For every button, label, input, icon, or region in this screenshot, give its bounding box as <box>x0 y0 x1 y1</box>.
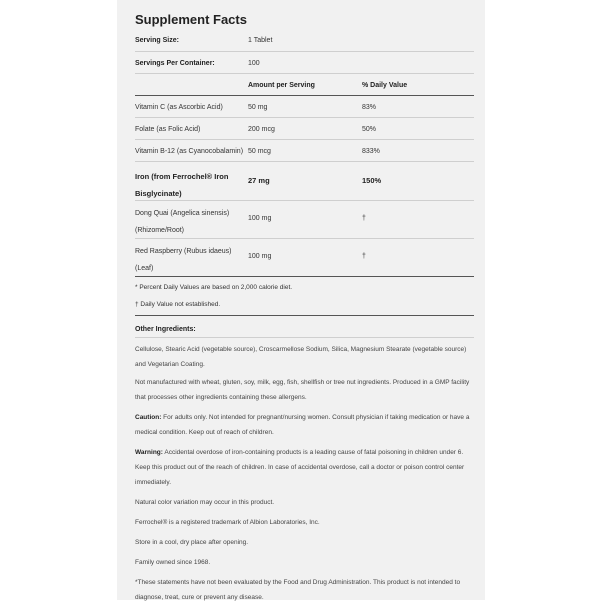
nutrient-name <box>135 205 229 239</box>
nutrient-name-line2: Bisglycinate) <box>135 189 182 198</box>
servings-per-container-label: Servings Per Container: <box>135 60 215 67</box>
nutrient-name: Folate (as Folic Acid) <box>135 126 201 133</box>
nutrient-name-line2: (Rhizome/Root) <box>135 227 185 234</box>
family-note: Family owned since 1968. <box>135 559 211 566</box>
column-header-row <box>135 74 474 96</box>
nutrient-amount: 27 mg <box>248 176 270 185</box>
warning-statement <box>135 445 474 490</box>
label-notes <box>135 323 474 605</box>
nutrient-name <box>135 168 228 202</box>
nutrient-dv: 83% <box>362 104 377 111</box>
nutrient-name-line1: Dong Quai (Angelica sinensis) <box>135 210 230 217</box>
footnote-dagger: † Daily Value not established. <box>135 301 221 308</box>
warning-text: Accidental overdose of iron-containing products is a leading cause of fatal poisoning in children under 6. Keep this product out of the reach of children. In case of accidental overdose, call a doctor or poison control center immediately. <box>135 449 465 486</box>
nutrient-dv: † <box>362 253 366 260</box>
nutrient-row <box>135 96 474 118</box>
nutrient-row <box>135 118 474 140</box>
serving-size-row <box>135 30 474 52</box>
nutrient-name: Vitamin B-12 (as Cyanocobalamin) <box>135 148 244 155</box>
nutrient-dv: 833% <box>362 148 380 155</box>
caution-text: For adults only. Not intended for pregnant/nursing women. Consult physician if taking medication or have a medical condition. Keep out of reach of children. <box>135 414 470 436</box>
servings-per-container-value: 100 <box>248 60 260 67</box>
nutrient-name-line1: Iron (from Ferrochel® Iron <box>135 172 229 181</box>
servings-per-container-row <box>135 52 474 74</box>
caution-label: Caution: <box>135 414 162 421</box>
serving-size-label: Serving Size: <box>135 37 179 44</box>
other-ingredients-heading: Other Ingredients: <box>135 326 196 333</box>
nutrient-name-line2: (Leaf) <box>135 265 154 272</box>
storage-note: Store in a cool, dry place after opening. <box>135 539 249 546</box>
nutrient-amount: 200 mcg <box>248 126 275 133</box>
nutrient-dv: 50% <box>362 126 377 133</box>
footnote-dagger-row <box>135 294 474 316</box>
nutrient-dv: 150% <box>362 176 382 185</box>
page-title: Supplement Facts <box>135 12 247 27</box>
caution-statement <box>135 410 474 440</box>
other-ingredients-text: Cellulose, Stearic Acid (vegetable source), Croscarmellose Sodium, Silica, Magnesium Stearate (vegetable source) and Vegetarian Coating. <box>135 346 467 368</box>
dv-column-header: % Daily Value <box>362 82 408 89</box>
nutrient-dv: † <box>362 215 366 222</box>
nutrient-amount: 100 mg <box>248 253 272 260</box>
nutrient-amount: 50 mcg <box>248 148 271 155</box>
nutrient-name <box>135 243 232 277</box>
fda-disclaimer: *These statements have not been evaluated by the Food and Drug Administration. This product is not intended to diagnose, treat, cure or prevent any disease. <box>135 579 461 601</box>
footnote-percent-dv: * Percent Daily Values are based on 2,000 calorie diet. <box>135 284 293 291</box>
nutrient-row <box>135 140 474 162</box>
nutrient-amount: 50 mg <box>248 104 268 111</box>
color-variation-note: Natural color variation may occur in this product. <box>135 499 275 506</box>
supplement-facts-panel <box>117 0 485 600</box>
nutrient-row <box>135 239 474 277</box>
amount-column-header: Amount per Serving <box>248 82 315 89</box>
nutrient-amount: 100 mg <box>248 215 272 222</box>
nutrient-row-iron <box>135 162 474 201</box>
warning-label: Warning: <box>135 449 163 456</box>
nutrient-name-line1: Red Raspberry (Rubus idaeus) <box>135 248 232 255</box>
serving-size-value: 1 Tablet <box>248 37 273 44</box>
nutrient-name: Vitamin C (as Ascorbic Acid) <box>135 104 223 111</box>
nutrient-row <box>135 201 474 239</box>
allergen-statement: Not manufactured with wheat, gluten, soy, milk, egg, fish, shellfish or tree nut ingredients. Produced in a GMP facility that processes other ingredients containing these allergens. <box>135 379 470 401</box>
trademark-note: Ferrochel® is a registered trademark of Albion Laboratories, Inc. <box>135 519 320 526</box>
footnote-percent-dv-row <box>135 277 474 294</box>
